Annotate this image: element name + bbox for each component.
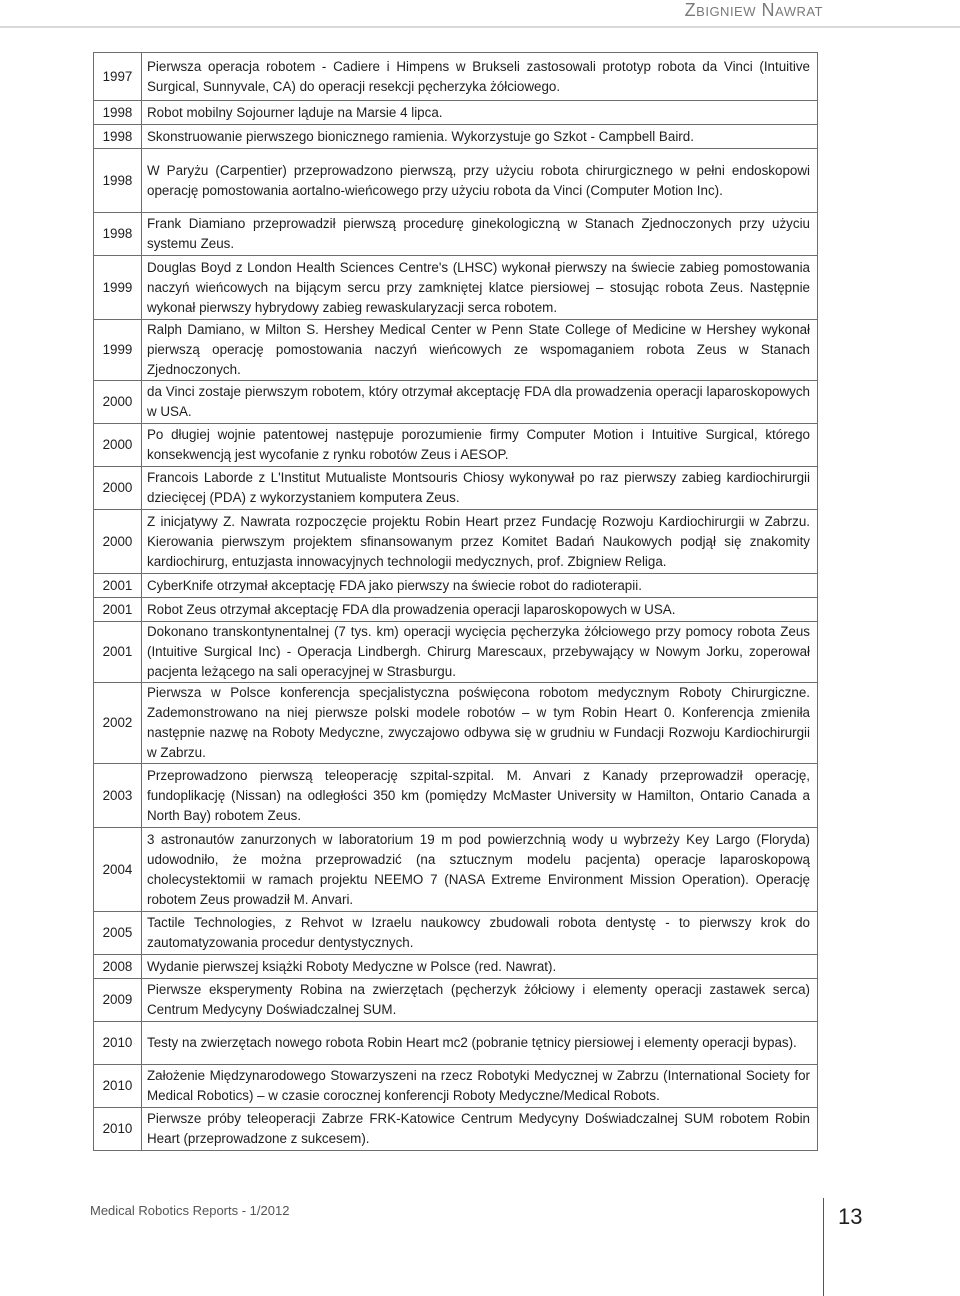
timeline-year: 1997 (94, 53, 142, 101)
timeline-year: 2001 (94, 598, 142, 622)
timeline-row (94, 381, 818, 424)
timeline-row (94, 101, 818, 125)
timeline-row (94, 574, 818, 598)
timeline-event: Pierwsza w Polsce konferencja specjalistyczna poświęcona robotom medycznym Roboty Chirurgiczne. Zademonstrowano na niej pierwsze polski modele robotów – w tym Robin Heart 0. Konferencja zmieniła następnie nazwę na Roboty Medyczne, zwyczajowo odbywa się w grudniu w Fundacji Rozwoju Kardiochirurgii w Zabrzu. (142, 683, 818, 764)
timeline-year: 1998 (94, 149, 142, 213)
timeline-row (94, 1108, 818, 1151)
footer-divider (823, 1198, 824, 1296)
timeline-year: 2009 (94, 979, 142, 1022)
timeline-event: Dokonano transkontynentalnej (7 tys. km) operacji wycięcia pęcherzyka żółciowego przy pomocy robota Zeus (Intuitive Surgical Inc) - Operacja Lindbergh. Chirurg Marescaux, przebywający w Nowym Jorku, zoperował pacjenta leżącego na sali operacyjnej w Strasburgu. (142, 622, 818, 683)
timeline-row (94, 1022, 818, 1065)
timeline-row (94, 683, 818, 764)
timeline-year: 2001 (94, 622, 142, 683)
timeline-year: 2000 (94, 510, 142, 574)
timeline-year: 2008 (94, 955, 142, 979)
timeline-row (94, 320, 818, 381)
footer-journal-label: Medical Robotics Reports - 1/2012 (90, 1203, 290, 1218)
timeline-year: 2010 (94, 1065, 142, 1108)
timeline-row (94, 149, 818, 213)
timeline-year: 2000 (94, 381, 142, 424)
timeline-row (94, 213, 818, 256)
timeline-year: 2000 (94, 467, 142, 510)
timeline-event: Pierwsza operacja robotem - Cadiere i Himpens w Brukseli zastosowali prototyp robota da Vinci (Intuitive Surgical, Sunnyvale, CA) do operacji resekcji pęcherzyka żółciowego. (142, 53, 818, 101)
timeline-event: Z inicjatywy Z. Nawrata rozpoczęcie projektu Robin Heart przez Fundację Rozwoju Kardiochirurgii w Zabrzu. Kierowania pierwszym projektem sfinansowanym przez Komitet Badań Naukowych podjął się znakomity kardiochirurg, entuzjasta innowacyjnych technologii medycznych, prof. Zbigniew Religa. (142, 510, 818, 574)
timeline-event: Pierwsze próby teleoperacji Zabrze FRK-Katowice Centrum Medycyny Doświadczalnej SUM robotem Robin Heart (przeprowadzone z sukcesem). (142, 1108, 818, 1151)
timeline-event: Przeprowadzono pierwszą teleoperację szpital-szpital. M. Anvari z Kanady przeprowadził operację, fundoplikację (Nissan) na odległości 350 km (pomiędzy McMaster University w Hamilton, Ontario Canada a North Bay) robotem Zeus. (142, 764, 818, 828)
timeline-row (94, 912, 818, 955)
timeline-row (94, 1065, 818, 1108)
timeline-year: 1998 (94, 213, 142, 256)
timeline-year: 1998 (94, 125, 142, 149)
timeline-year: 2004 (94, 828, 142, 912)
timeline-event: CyberKnife otrzymał akceptację FDA jako pierwszy na świecie robot do radioterapii. (142, 574, 818, 598)
timeline-event: 3 astronautów zanurzonych w laboratorium 19 m pod powierzchnią wody u wybrzeży Key Largo (Floryda) udowodniło, że można przeprowadzić (na sztucznym modelu pacjenta) operacje laparoskopową cholecystektomii w ramach projektu NEEMO 7 (NASA Extreme Environment Mission Operation). Operację robotem Zeus prowadził M. Anvari. (142, 828, 818, 912)
timeline-row (94, 764, 818, 828)
timeline-event: W Paryżu (Carpentier) przeprowadzono pierwszą, przy użyciu robota chirurgicznego w pełni endoskopowi operację pomostowania aortalno-wieńcowego przy użyciu robota da Vinci (Computer Motion Inc). (142, 149, 818, 213)
timeline-event: Robot mobilny Sojourner ląduje na Marsie 4 lipca. (142, 101, 818, 125)
timeline-row (94, 256, 818, 320)
timeline-year: 2000 (94, 424, 142, 467)
header-divider (0, 26, 960, 28)
timeline-event: Francois Laborde z L'Institut Mutualiste Montsouris Chiosy wykonywał po raz pierwszy zabieg kardiochirurgii dziecięcej (PDA) z wykorzystaniem komputera Zeus. (142, 467, 818, 510)
running-header-author: Zbigniew Nawrat (684, 0, 823, 20)
timeline-year: 2005 (94, 912, 142, 955)
timeline-year: 1999 (94, 320, 142, 381)
timeline-year: 2010 (94, 1022, 142, 1065)
timeline-row (94, 955, 818, 979)
timeline-row (94, 622, 818, 683)
timeline-year: 2002 (94, 683, 142, 764)
timeline-row (94, 510, 818, 574)
timeline-event: da Vinci zostaje pierwszym robotem, który otrzymał akceptację FDA dla prowadzenia operacji laparoskopowych w USA. (142, 381, 818, 424)
timeline-row (94, 598, 818, 622)
timeline-year: 2010 (94, 1108, 142, 1151)
timeline-event: Założenie Międzynarodowego Stowarzyszeni na rzecz Robotyki Medycznej w Zabrzu (International Society for Medical Robotics) – w czasie corocznej konferencji Roboty Medyczne/Medical Robots. (142, 1065, 818, 1108)
timeline-row (94, 828, 818, 912)
timeline-row (94, 125, 818, 149)
timeline-event: Douglas Boyd z London Health Sciences Centre's (LHSC) wykonał pierwszy na świecie zabieg pomostowania naczyń wieńcowych na bijącym sercu przy zamkniętej klatce piersiowej – stosując robota Zeus. Następnie wykonał pierwszy hybrydowy zabieg rewaskularyzacji serca robotem. (142, 256, 818, 320)
timeline-row (94, 424, 818, 467)
timeline-event: Frank Diamiano przeprowadził pierwszą procedurę ginekologiczną w Stanach Zjednoczonych przy użyciu systemu Zeus. (142, 213, 818, 256)
timeline-event: Wydanie pierwszej książki Roboty Medyczne w Polsce (red. Nawrat). (142, 955, 818, 979)
timeline-event: Skonstruowanie pierwszego bionicznego ramienia. Wykorzystuje go Szkot - Campbell Baird. (142, 125, 818, 149)
timeline-event: Tactile Technologies, z Rehvot w Izraelu naukowcy zbudowali robota dentystę - to pierwszy krok do zautomatyzowania procedur dentystycznych. (142, 912, 818, 955)
timeline-event: Pierwsze eksperymenty Robina na zwierzętach (pęcherzyk żółciowy i elementy operacji zastawek serca) Centrum Medycyny Doświadczalnej SUM. (142, 979, 818, 1022)
timeline-event: Po długiej wojnie patentowej następuje porozumienie firmy Computer Motion i Intuitive Surgical, którego konsekwencją jest wycofanie z rynku robotów Zeus i AESOP. (142, 424, 818, 467)
timeline-event: Testy na zwierzętach nowego robota Robin Heart mc2 (pobranie tętnicy piersiowej i elementy operacji bypas). (142, 1022, 818, 1065)
timeline-row (94, 467, 818, 510)
timeline-event: Ralph Damiano, w Milton S. Hershey Medical Center w Penn State College of Medicine w Hershey wykonał pierwszą operację pomostowania naczyń wieńcowych ze wspomaganiem robota Zeus w Stanach Zjednoczonych. (142, 320, 818, 381)
timeline-row (94, 53, 818, 101)
timeline-year: 2001 (94, 574, 142, 598)
timeline-year: 2003 (94, 764, 142, 828)
timeline-year: 1998 (94, 101, 142, 125)
timeline-table (93, 52, 818, 1151)
timeline-body (94, 53, 818, 1151)
timeline-event: Robot Zeus otrzymał akceptację FDA dla prowadzenia operacji laparoskopowych w USA. (142, 598, 818, 622)
timeline-row (94, 979, 818, 1022)
page-number: 13 (838, 1204, 863, 1229)
timeline-year: 1999 (94, 256, 142, 320)
